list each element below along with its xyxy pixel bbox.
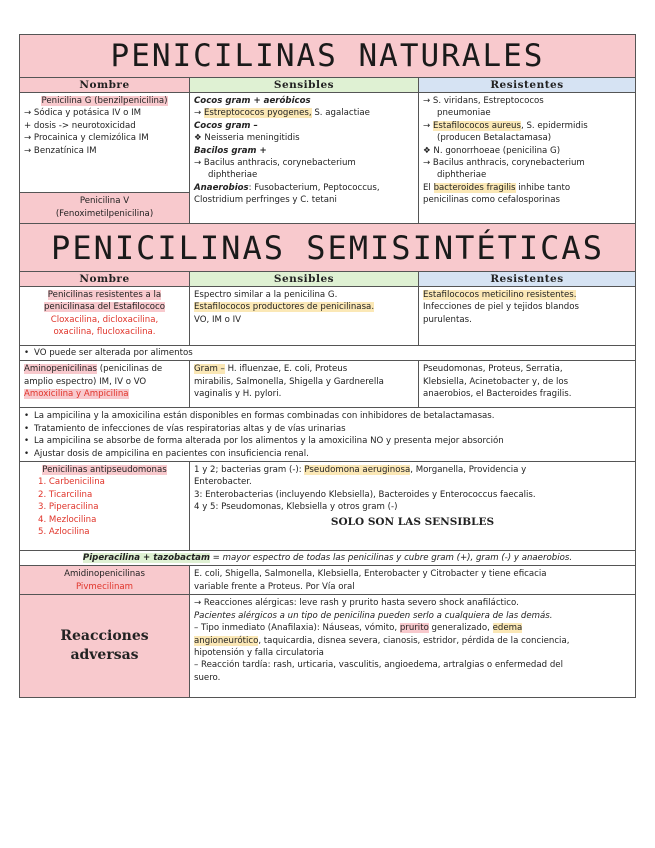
pen-g-name: Penicilina G (benzilpenicilina): [41, 96, 168, 106]
antipseudo-s4: 4 y 5: Pseudomonas, Klebsiella y otros gram (-): [194, 502, 398, 513]
amino-name: [20, 361, 190, 407]
piperacilina-text: = mayor espectro de todas las penicilinas y cubre gram (+), gram (-) y anaerobios.: [209, 553, 573, 564]
res-pen-name: [20, 287, 190, 345]
antipseudo-s1: 1 y 2; bacterias gram (-):: [194, 465, 305, 476]
bact-pre: El: [423, 182, 434, 193]
header-sensibles: Sensibles: [190, 272, 419, 286]
angioneurotico-highlight: angioneurótico: [194, 635, 259, 646]
amidino-line: variable frente a Proteus. Por Vía oral: [194, 581, 355, 592]
res-line: Klebsiella, Acinetobacter y, de los: [423, 376, 569, 387]
res-pen-sensibles: [190, 287, 419, 345]
res-pen-drugs-2: oxacilina, flucloxacilina.: [53, 327, 156, 338]
anaerobios-text-2: Clostridium perfringes y C. tetani: [194, 195, 337, 206]
reac-line: Pacientes alérgicos a un tipo de penicilina pueden serlo a cualquiera de las demás.: [194, 610, 553, 621]
edema-highlight: edema: [492, 623, 523, 634]
header-nombre: Nombre: [20, 78, 190, 92]
amino-resistentes: [419, 361, 635, 407]
antipseudo-s2: Enterobacter.: [194, 477, 252, 488]
antipseudo-s3: 3: Enterobacterias (incluyendo Klebsiella), Bacteroides y Enterococcus faecalis.: [194, 489, 536, 500]
pen-v-name: Penicilina V: [79, 196, 130, 206]
antipseudo-name: [20, 462, 190, 550]
antipseudo-sensibles: [190, 462, 635, 550]
pseudomona-highlight: Pseudomona aeruginosa: [304, 465, 411, 476]
res-line: penicilinas como cefalosporinas: [423, 195, 560, 206]
header-row-semi: [19, 272, 636, 287]
sens-line: Espectro similar a la penicilina G.: [194, 290, 338, 300]
vo-note: [19, 346, 636, 361]
piperacilina-note: [19, 551, 636, 566]
res-pen-name-2: penicilinasa del Estafilococo: [43, 302, 166, 313]
reacciones-label: [20, 595, 190, 697]
amino-note: • Tratamiento de infecciones de vías respiratorias altas y de vías urinarias: [24, 423, 631, 435]
sens-line: vaginalis y H. pylori.: [194, 389, 282, 400]
title-semisinteticas: PENICILINAS SEMISINTÉTICAS: [19, 224, 636, 272]
reac-l3-mid: generalizado,: [428, 623, 493, 634]
reac-line: → Reacciones alérgicas: leve rash y prurito hasta severo shock anafiláctico.: [194, 598, 519, 609]
antipseudo-s1-rest: , Morganella, Providencia y: [410, 465, 527, 476]
res-pen-drugs: Cloxacilina, dicloxacilina,: [50, 314, 159, 325]
res-pen-row: [19, 287, 636, 346]
anaerobios-label: Anaerobios: [194, 182, 249, 193]
neisseria-line: ❖ Neisseria meningitidis: [194, 133, 300, 144]
bact-highlight: bacteroides fragilis: [433, 182, 516, 193]
naturales-names: [20, 93, 190, 223]
antipseudo-row: [19, 462, 636, 551]
pen-g-line: + dosis -> neurotoxicidad: [24, 120, 136, 131]
amidino-drug: Pivmecilinam: [75, 581, 134, 592]
bacillus-line-2: diphtheriae: [208, 170, 258, 181]
sens-highlight: Estafilococos productores de penicilinasa.: [194, 302, 375, 313]
bacilos-heading: Bacilos gram +: [194, 145, 267, 156]
amino-row: [19, 361, 636, 408]
res-line: (producen Betalactamasa): [437, 133, 552, 144]
res-line: → S. viridans, Estreptococos: [423, 96, 544, 106]
res-line: anaerobios, el Bacteroides fragilis.: [423, 389, 572, 400]
antipseudo-item: 5. Azlocilina: [38, 527, 90, 538]
cocos-neg-heading: Cocos gram –: [194, 120, 258, 131]
amidino-name: [20, 566, 190, 594]
prurito-highlight: prurito: [399, 623, 429, 634]
header-resistentes: Resistentes: [419, 78, 635, 92]
piperacilina-label: Piperacilina + tazobactam: [82, 553, 210, 564]
amidino-title: Amidinopenicilinas: [64, 569, 145, 580]
pen-g-line: → Sódica y potásica IV o IM: [24, 108, 142, 119]
naturales-row: [19, 93, 636, 224]
header-resistentes: Resistentes: [419, 272, 635, 286]
amidino-row: [19, 566, 636, 595]
res-pen-name-1: Penicilinas resistentes a la: [47, 290, 162, 300]
amidino-line: E. coli, Shigella, Salmonella, Klebsiella, Enterobacter y Citrobacter y tiene eficacia: [194, 569, 547, 580]
estaf-highlight: Estafilococos aureus: [432, 120, 521, 131]
reac-l4: , taquicardia, disnea severa, cianosis, estridor, pérdida de la conciencia,: [258, 635, 570, 646]
cocos-pos-heading: Cocos gram + aeróbicos: [194, 96, 311, 106]
gram-highlight: Gram –: [194, 364, 225, 375]
title-naturales: PENICILINAS NATURALES: [19, 34, 636, 78]
arrow: →: [423, 120, 433, 131]
antipseudo-title: Penicilinas antipseudomonas: [42, 465, 167, 476]
pen-g-line: → Procainica y clemizólica IM: [24, 133, 149, 144]
reac-line: suero.: [194, 672, 221, 683]
bacillus-line: → Bacilus anthracis, corynebacterium: [194, 158, 356, 169]
reacciones-title: Reacciones: [60, 628, 149, 645]
antipseudo-item: 2. Ticarcilina: [38, 489, 93, 500]
amino-note: • Ajustar dosis de ampicilina en pacientes con insuficiencia renal.: [24, 448, 631, 460]
reacciones-title-2: adversas: [70, 647, 139, 664]
reacciones-text: [190, 595, 635, 697]
sens-line: mirabilis, Salmonella, Shigella y Gardnerella: [194, 376, 384, 387]
anaerobios-text: : Fusobacterium, Peptococcus,: [248, 182, 380, 193]
amino-note: • La ampicilina se absorbe de forma alterada por los alimentos y la amoxicilina NO y presenta mejor absorción: [24, 435, 631, 447]
pen-v-subname: (Fenoximetilpenicilina): [55, 209, 154, 219]
res-line: Infecciones de piel y tejidos blandos: [423, 302, 579, 313]
amino-sensibles: [190, 361, 419, 407]
reacciones-row: [19, 595, 636, 698]
reac-l3: – Tipo inmediato (Anafilaxia): Náuseas, vómito,: [194, 623, 400, 634]
solo-sensibles-note: SOLO SON LAS SENSIBLES: [330, 515, 495, 528]
strep-highlight: Estreptococos pyogenes,: [203, 108, 312, 119]
amino-highlight: Aminopenicilinas: [24, 364, 97, 375]
reac-line: hipotensión y falla circulatoria: [194, 648, 324, 659]
antipseudo-item: 1. Carbenicilina: [38, 477, 105, 488]
amino-drugs: Amoxicilina y Ampicilina: [24, 389, 129, 400]
res-line: diphtheriae: [437, 170, 487, 181]
res-highlight: Estafilococos meticilino resistentes.: [423, 290, 577, 300]
vo-note-text: • VO puede ser alterada por alimentos: [24, 347, 631, 359]
antipseudo-item: 4. Mezlocilina: [38, 514, 97, 525]
document: [19, 34, 636, 698]
header-sensibles: Sensibles: [190, 78, 419, 92]
naturales-sensibles: [190, 93, 419, 223]
res-line: purulentas.: [423, 314, 472, 325]
amidino-text: [190, 566, 635, 594]
res-line: pneumoniae: [437, 108, 491, 119]
amino-notes: [19, 408, 636, 462]
estaf-rest: , S. epidermidis: [520, 120, 588, 131]
header-nombre: Nombre: [20, 272, 190, 286]
header-row-naturales: [19, 78, 636, 93]
pen-g-line: → Benzatínica IM: [24, 145, 97, 156]
res-line: → Bacilus anthracis, corynebacterium: [423, 158, 585, 169]
strep-rest: S. agalactiae: [311, 108, 370, 119]
res-line: Pseudomonas, Proteus, Serratia,: [423, 364, 563, 375]
arrow: →: [194, 108, 204, 119]
sens-line: VO, IM o IV: [194, 314, 242, 325]
amino-name-rest: (penicilinas de: [97, 364, 163, 375]
antipseudo-item: 3. Piperacilina: [38, 502, 99, 513]
reac-line: – Reacción tardía: rash, urticaria, vasculitis, angioedema, artralgias o enfermedad del: [194, 660, 563, 671]
amino-name-2: amplio espectro) IM, IV o VO: [24, 376, 147, 387]
amino-note: • La ampicilina y la amoxicilina están disponibles en formas combinadas con inhibidores de betalactamasas.: [24, 410, 631, 422]
naturales-resistentes: [419, 93, 635, 223]
res-line: ❖ N. gonorrhoeae (penicilina G): [423, 145, 561, 156]
bact-rest: inhibe tanto: [515, 182, 571, 193]
res-pen-resistentes: [419, 287, 635, 345]
pen-v-cell: [20, 192, 189, 223]
sens-line: H. ifluenzae, E. coli, Proteus: [224, 364, 348, 375]
